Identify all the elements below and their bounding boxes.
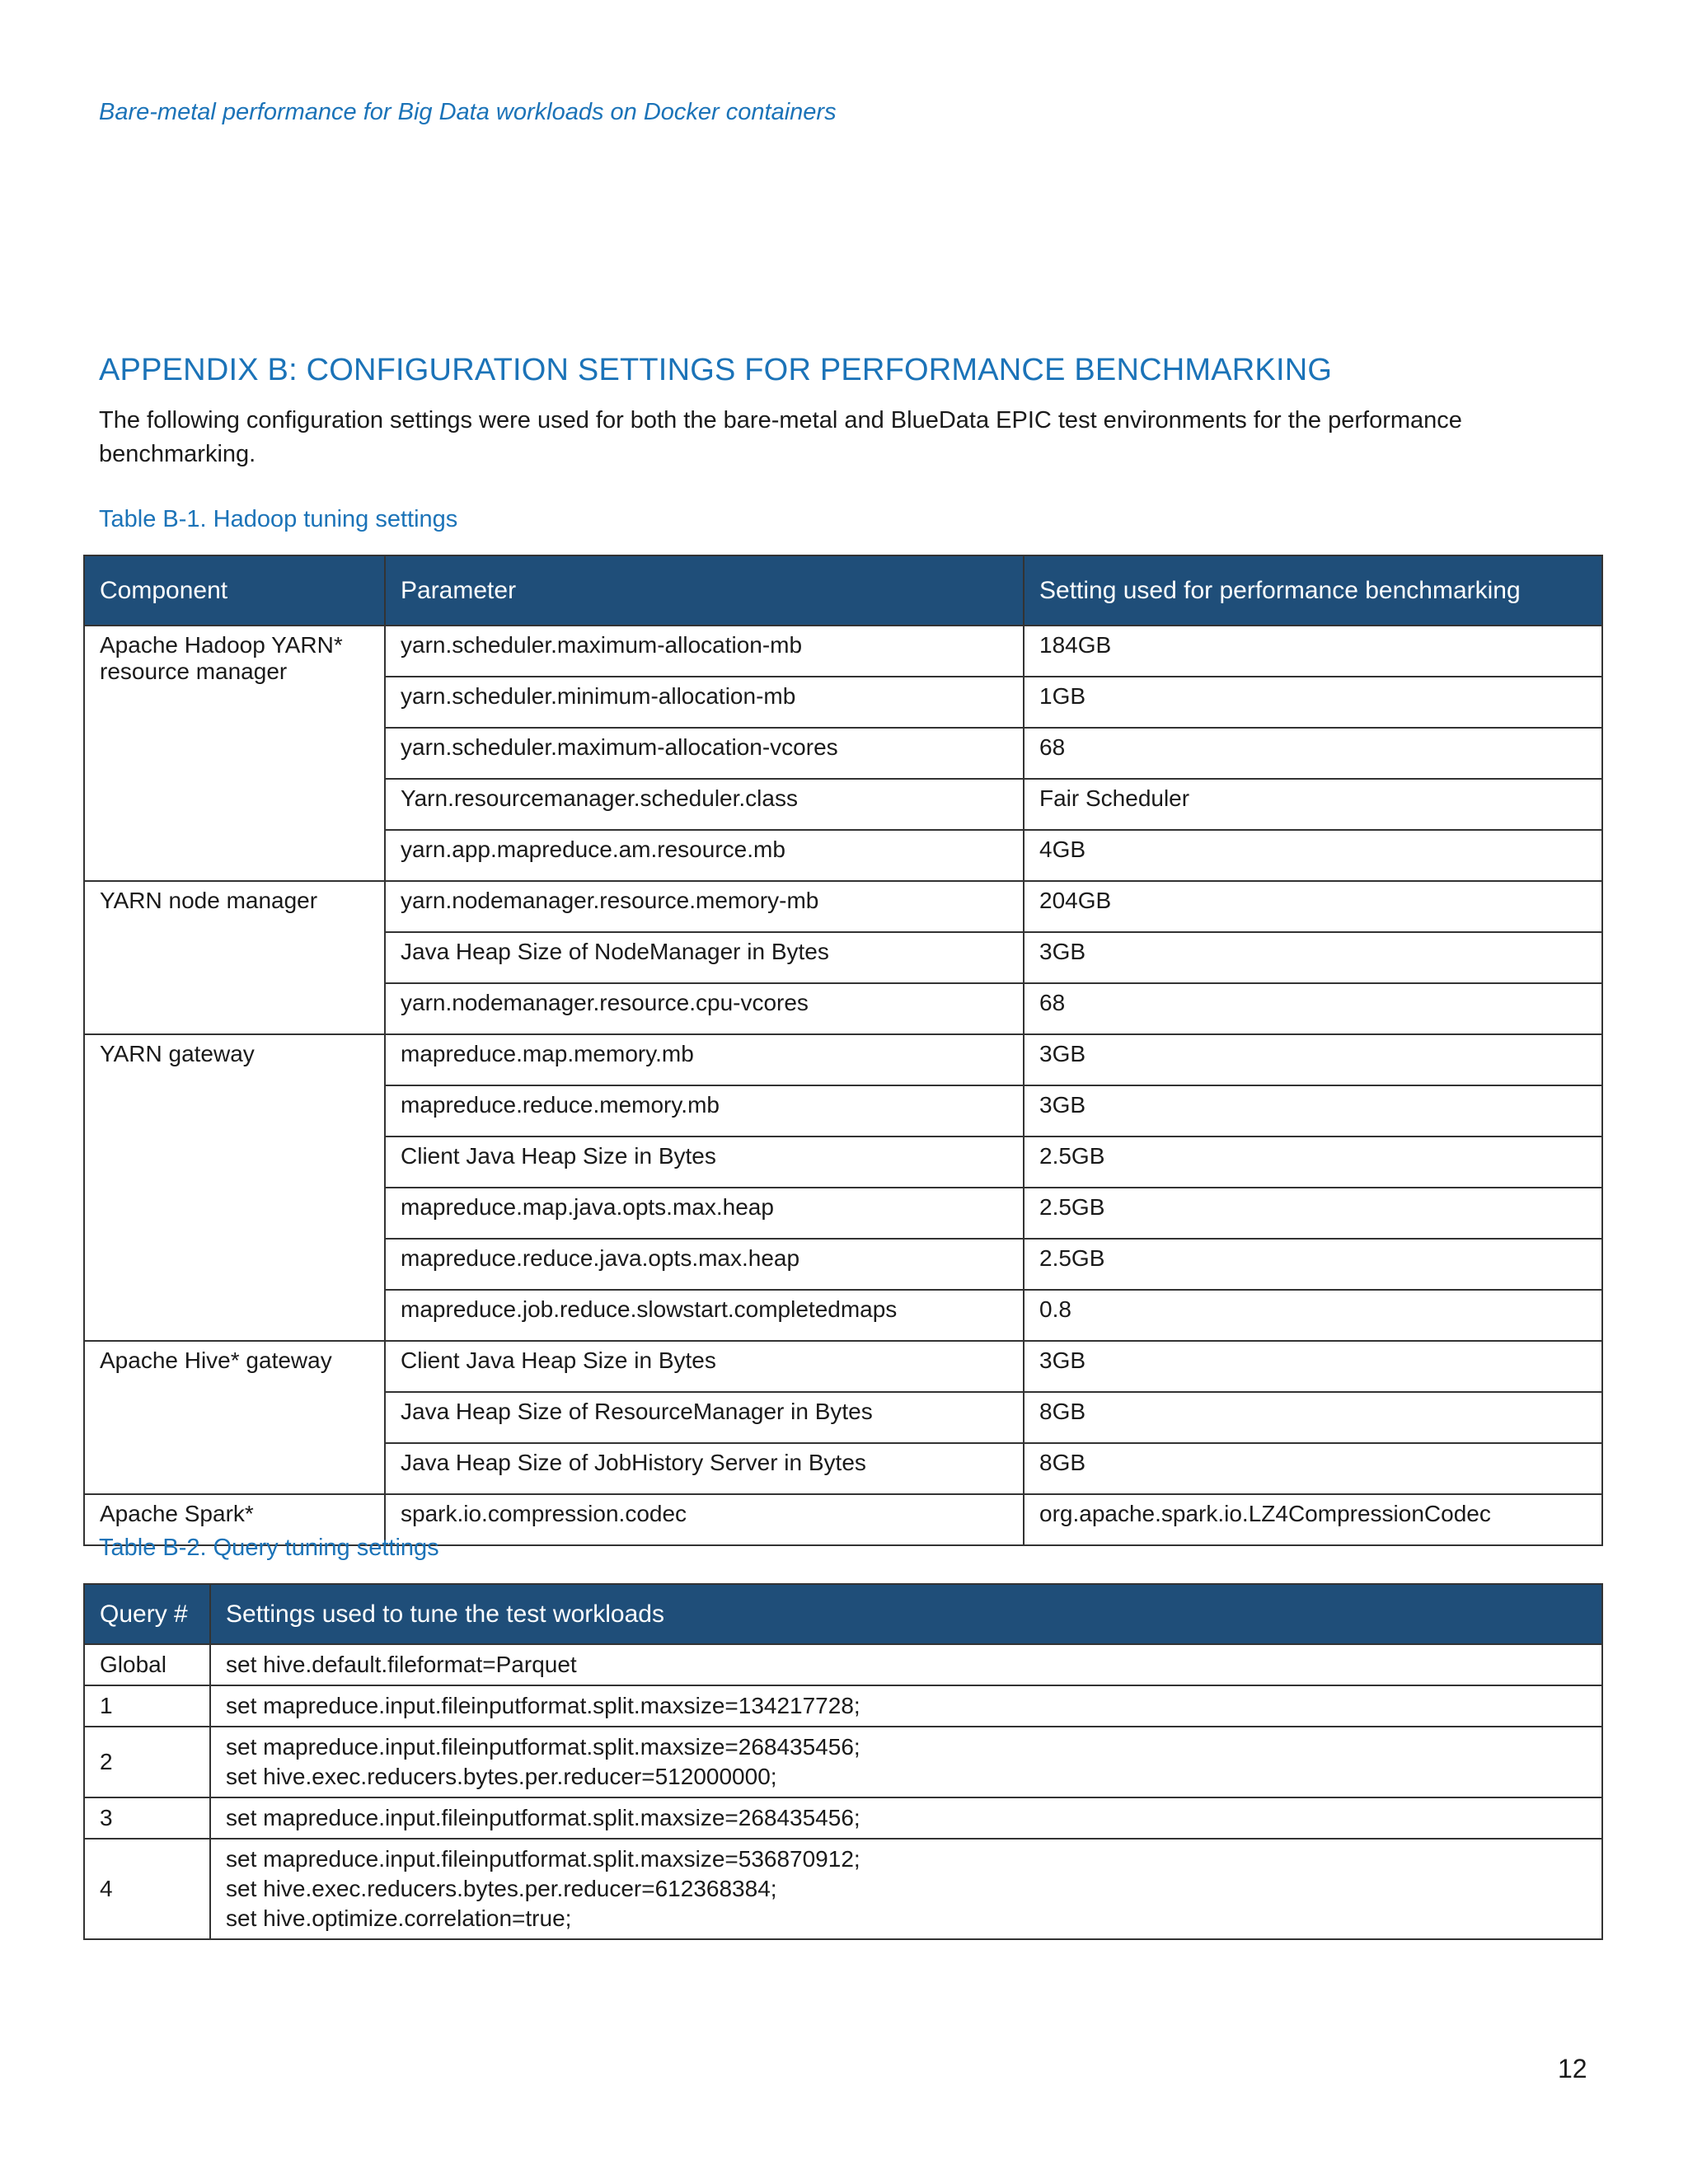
setting-cell: org.apache.spark.io.LZ4CompressionCodec [1024,1494,1602,1545]
table-row [84,1034,1602,1085]
table1-header-row [84,555,1602,626]
query-cell: 4 [84,1839,210,1939]
table1-header-setting: Setting used for performance benchmarking [1024,555,1602,626]
setting-cell: 204GB [1024,881,1602,932]
table1-caption: Table B-1. Hadoop tuning settings [99,506,458,532]
setting-cell: 68 [1024,983,1602,1034]
table1-body [84,626,1602,1545]
parameter-cell: mapreduce.reduce.memory.mb [385,1085,1024,1137]
parameter-cell: Java Heap Size of ResourceManager in Bytes [385,1392,1024,1443]
setting-line: set mapreduce.input.fileinputformat.split.maxsize=268435456; [226,1805,860,1830]
component-cell: Apache Hadoop YARN* resource manager [84,626,385,881]
setting-cell: 3GB [1024,1085,1602,1137]
intro-paragraph: The following configuration settings were used for both the bare-metal and BlueData EPIC test environments for the performance benchmarking. [99,407,1462,467]
setting-line: set mapreduce.input.fileinputformat.split.maxsize=536870912; [226,1846,860,1872]
query-tuning-table [83,1583,1603,1940]
query-cell: 1 [84,1685,210,1727]
table1-header-parameter: Parameter [385,555,1024,626]
table-row [84,1341,1602,1392]
setting-cell: 3GB [1024,932,1602,983]
setting-cell: 8GB [1024,1443,1602,1494]
settings-cell [210,1685,1602,1727]
setting-cell: Fair Scheduler [1024,779,1602,830]
parameter-cell: yarn.scheduler.maximum-allocation-vcores [385,728,1024,779]
appendix-title: APPENDIX B: CONFIGURATION SETTINGS FOR PERFORMANCE BENCHMARKING [99,353,1333,387]
parameter-cell: mapreduce.map.java.opts.max.heap [385,1188,1024,1239]
query-cell: Global [84,1644,210,1685]
setting-line: set hive.exec.reducers.bytes.per.reducer=512000000; [226,1764,777,1789]
table-row [84,1644,1602,1685]
query-cell: 3 [84,1797,210,1839]
table2-header-query: Query # [84,1584,210,1644]
parameter-cell: mapreduce.reduce.java.opts.max.heap [385,1239,1024,1290]
setting-cell: 4GB [1024,830,1602,881]
setting-cell: 0.8 [1024,1290,1602,1341]
table2-caption: Table B-2. Query tuning settings [99,1535,439,1561]
hadoop-tuning-table [83,555,1603,1546]
setting-line: set mapreduce.input.fileinputformat.split.maxsize=134217728; [226,1693,860,1718]
component-cell: YARN gateway [84,1034,385,1341]
setting-cell: 2.5GB [1024,1239,1602,1290]
settings-cell [210,1797,1602,1839]
setting-line: set hive.exec.reducers.bytes.per.reducer=612368384; [226,1876,777,1901]
parameter-cell: yarn.nodemanager.resource.cpu-vcores [385,983,1024,1034]
parameter-cell: yarn.scheduler.maximum-allocation-mb [385,626,1024,677]
table-row [84,1727,1602,1797]
setting-cell: 3GB [1024,1341,1602,1392]
setting-cell: 2.5GB [1024,1137,1602,1188]
table2-body [84,1644,1602,1939]
table-row [84,1797,1602,1839]
settings-cell [210,1727,1602,1797]
setting-cell: 8GB [1024,1392,1602,1443]
setting-cell: 184GB [1024,626,1602,677]
setting-cell: 2.5GB [1024,1188,1602,1239]
setting-cell: 1GB [1024,677,1602,728]
component-cell: Apache Hive* gateway [84,1341,385,1494]
table-row [84,1685,1602,1727]
table-row [84,1839,1602,1939]
parameter-cell: spark.io.compression.codec [385,1494,1024,1545]
table2-header-settings: Settings used to tune the test workloads [210,1584,1602,1644]
table-row [84,626,1602,677]
setting-line: set mapreduce.input.fileinputformat.split.maxsize=268435456; [226,1734,860,1760]
component-cell: Apache Spark* [84,1494,385,1545]
setting-line: set hive.optimize.correlation=true; [226,1905,572,1931]
parameter-cell: Yarn.resourcemanager.scheduler.class [385,779,1024,830]
parameter-cell: yarn.app.mapreduce.am.resource.mb [385,830,1024,881]
parameter-cell: Java Heap Size of JobHistory Server in Bytes [385,1443,1024,1494]
setting-line: set hive.default.fileformat=Parquet [226,1652,577,1677]
parameter-cell: Client Java Heap Size in Bytes [385,1341,1024,1392]
table2-header-row [84,1584,1602,1644]
page-number: 12 [1558,2054,1587,2083]
running-header: Bare-metal performance for Big Data workloads on Docker containers [99,99,837,125]
setting-cell: 3GB [1024,1034,1602,1085]
parameter-cell: mapreduce.job.reduce.slowstart.completedmaps [385,1290,1024,1341]
component-cell: YARN node manager [84,881,385,1034]
parameter-cell: Java Heap Size of NodeManager in Bytes [385,932,1024,983]
table1-header-component: Component [84,555,385,626]
parameter-cell: yarn.scheduler.minimum-allocation-mb [385,677,1024,728]
parameter-cell: mapreduce.map.memory.mb [385,1034,1024,1085]
setting-cell: 68 [1024,728,1602,779]
settings-cell [210,1839,1602,1939]
settings-cell [210,1644,1602,1685]
parameter-cell: Client Java Heap Size in Bytes [385,1137,1024,1188]
table-row [84,881,1602,932]
query-cell: 2 [84,1727,210,1797]
parameter-cell: yarn.nodemanager.resource.memory-mb [385,881,1024,932]
